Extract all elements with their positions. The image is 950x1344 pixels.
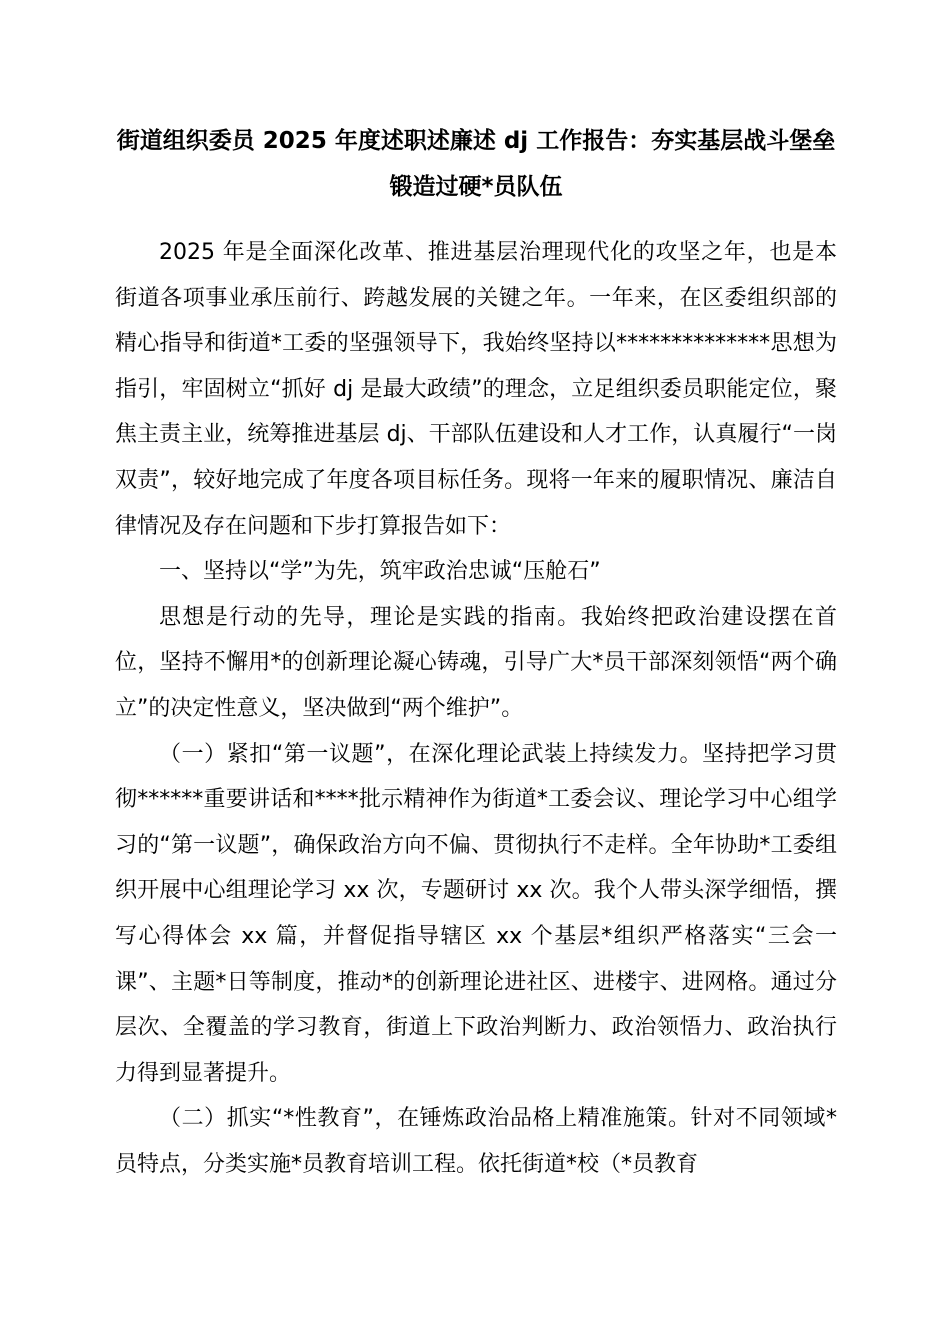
document-page bbox=[115, 118, 837, 1187]
section-1-paragraph: 思想是行动的先导，理论是实践的指南。我始终把政治建设摆在首位，坚持不懈用*的创新理论凝心铸魂，引导广大*员干部深刻领悟“两个确立”的决定性意义，坚决做到“两个维护”。 bbox=[115, 604, 837, 721]
intro-paragraph: 2025 年是全面深化改革、推进基层治理现代化的攻坚之年，也是本街道各项事业承压前行、跨越发展的关键之年。一年来，在区委组织部的精心指导和街道*工委的坚强领导下，我始终坚持以**************思想为指引，牢固树立“抓好 dj 是最大政绩”的理念，立足组织委员职能定位，聚焦主责主业，统筹推进基层 dj、干部队伍建设和人才工作，认真履行“一岗双责”，较好地完成了年度各项目标任务。现将一年来的履职情况、廉洁自律情况及存在问题和下步打算报告如下： bbox=[115, 240, 837, 539]
section-heading-1: 一、坚持以“学”为先，筑牢政治忠诚“压舱石” bbox=[159, 559, 601, 585]
subsection-2-paragraph: （二）抓实“*性教育”，在锤炼政治品格上精准施策。针对不同领域*员特点，分类实施*员教育培训工程。依托街道*校（*员教育 bbox=[115, 1106, 837, 1177]
document-title: 街道组织委员 2025 年度述职述廉述 dj 工作报告：夯实基层战斗堡垒 锻造过硬*员队伍 bbox=[116, 128, 836, 200]
subsection-1-paragraph: （一）紧扣“第一议题”，在深化理论武装上持续发力。坚持把学习贯彻******重要讲话和****批示精神作为街道*工委会议、理论学习中心组学习的“第一议题”，确保政治方向不偏、贯彻执行不走样。全年协助*工委组织开展中心组理论学习 xx 次，专题研讨 xx 次。我个人带头深学细悟，撰写心得体会 xx 篇，并督促指导辖区 xx 个基层*组织严格落实“三会一课”、主题*日等制度，推动*的创新理论进社区、进楼宇、进网格。通过分层次、全覆盖的学习教育，街道上下政治判断力、政治领悟力、政治执行力得到显著提升。 bbox=[115, 741, 837, 1086]
